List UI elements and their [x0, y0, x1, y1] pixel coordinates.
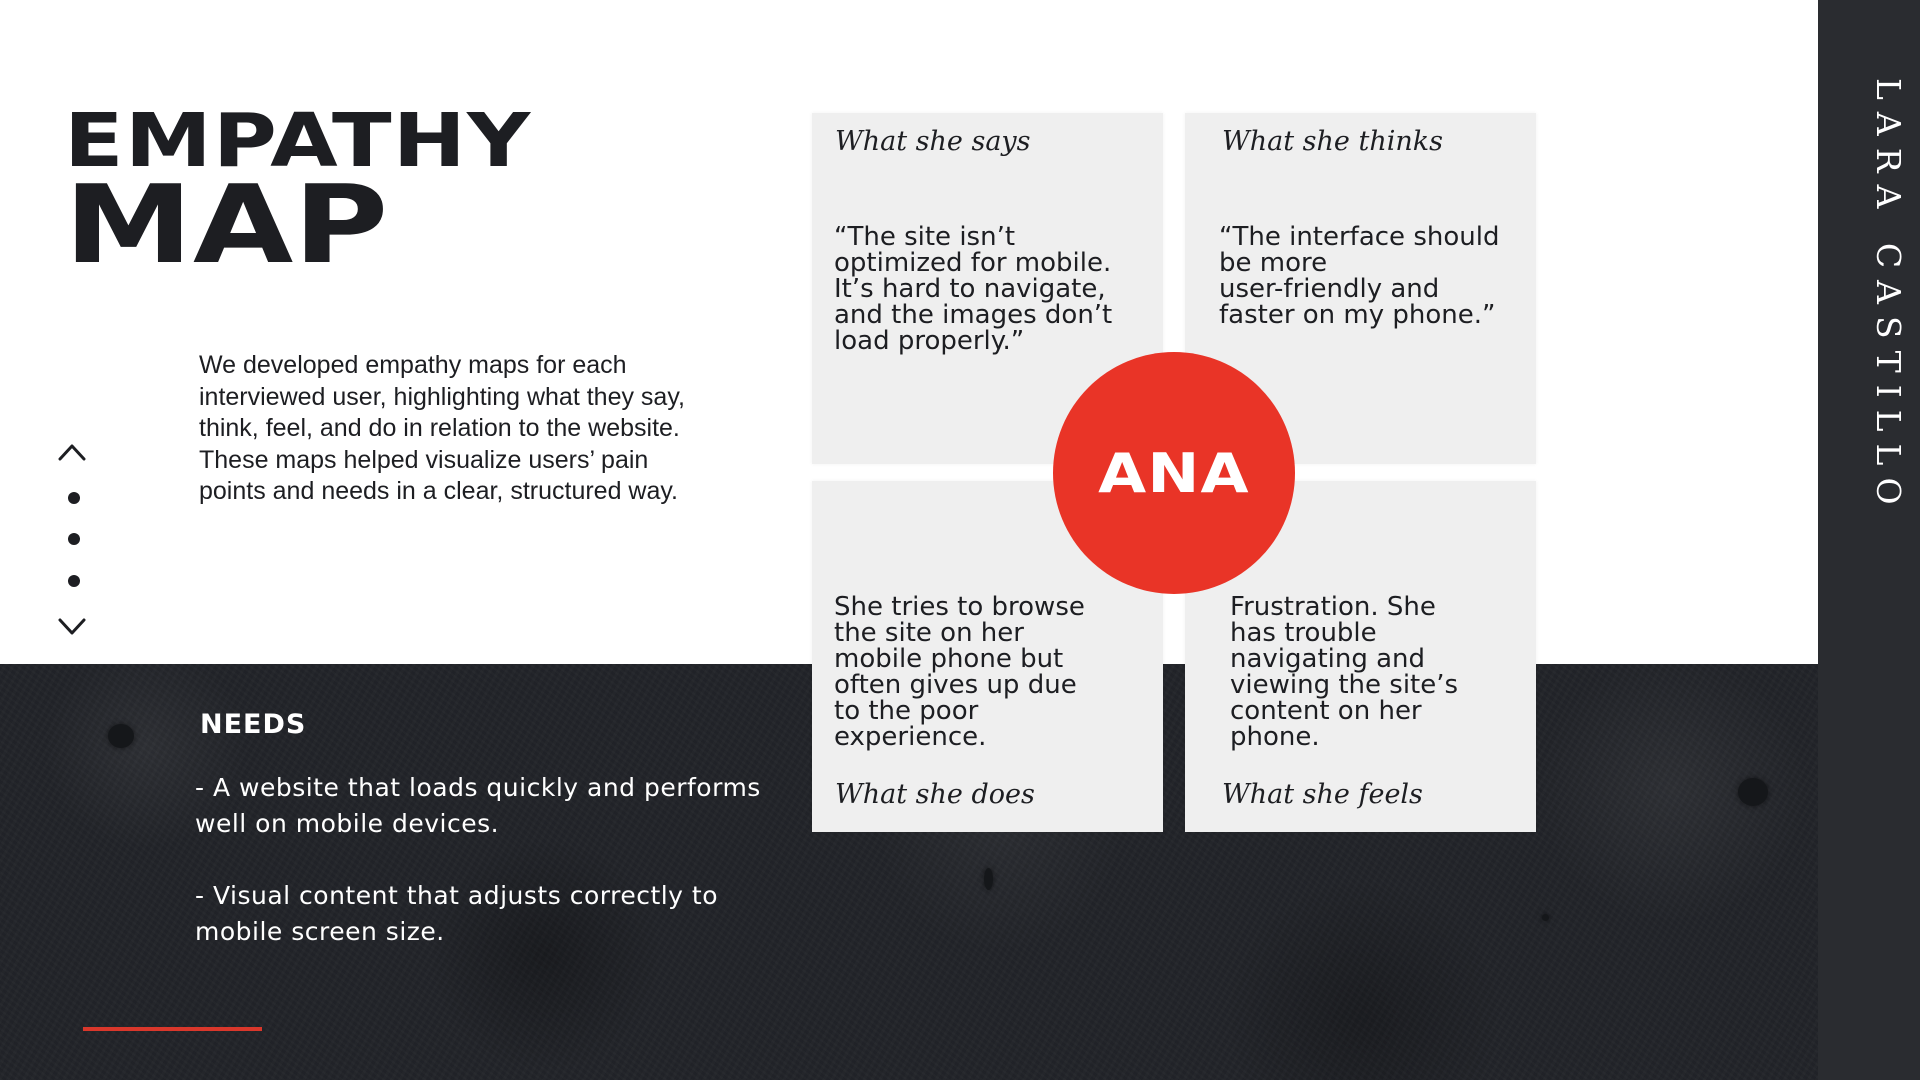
- accent-line: [83, 1027, 262, 1031]
- needs-item: - Visual content that adjusts correctly to mobile screen size.: [195, 881, 719, 946]
- nav-dot[interactable]: [68, 533, 80, 545]
- quadrant-text: “The interface should be more user-friendly and faster on my phone.”: [1219, 222, 1500, 330]
- quadrant-label: What she says: [835, 126, 1031, 157]
- texture-speck: [984, 868, 993, 890]
- needs-heading: NEEDS: [200, 709, 307, 740]
- quadrant-label: What she thinks: [1222, 126, 1443, 157]
- needs-item: - A website that loads quickly and performs well on mobile devices.: [195, 773, 761, 838]
- texture-speck: [1542, 914, 1549, 921]
- page-title-line1: EMPATHY: [64, 98, 532, 184]
- texture-speck: [1738, 778, 1768, 806]
- persona-name: ANA: [1098, 441, 1250, 505]
- quadrant-text: She tries to browse the site on her mobile phone but often gives up due to the poor experience.: [834, 592, 1085, 752]
- intro-paragraph: We developed empathy maps for each interviewed user, highlighting what they say, think, feel, and do in relation to the website. These maps helped visualize users’ pain points and needs in a clear, structured way.: [199, 351, 685, 505]
- quadrant-text: “The site isn’t optimized for mobile. It’s hard to navigate, and the images don’t load properly.”: [834, 222, 1113, 356]
- texture-speck: [108, 724, 134, 748]
- persona-circle: [1053, 352, 1295, 594]
- nav-dot[interactable]: [68, 492, 80, 504]
- author-name: LARA CASTILLO: [1869, 78, 1908, 517]
- page-title-line2: MAP: [64, 163, 389, 288]
- chevron-down-icon[interactable]: [58, 617, 86, 637]
- quadrant-label: What she feels: [1222, 779, 1423, 810]
- quadrant-label: What she does: [835, 779, 1035, 810]
- nav-dot[interactable]: [68, 575, 80, 587]
- chevron-up-icon[interactable]: [58, 442, 86, 462]
- quadrant-text: Frustration. She has trouble navigating and viewing the site’s content on her phone.: [1230, 592, 1459, 752]
